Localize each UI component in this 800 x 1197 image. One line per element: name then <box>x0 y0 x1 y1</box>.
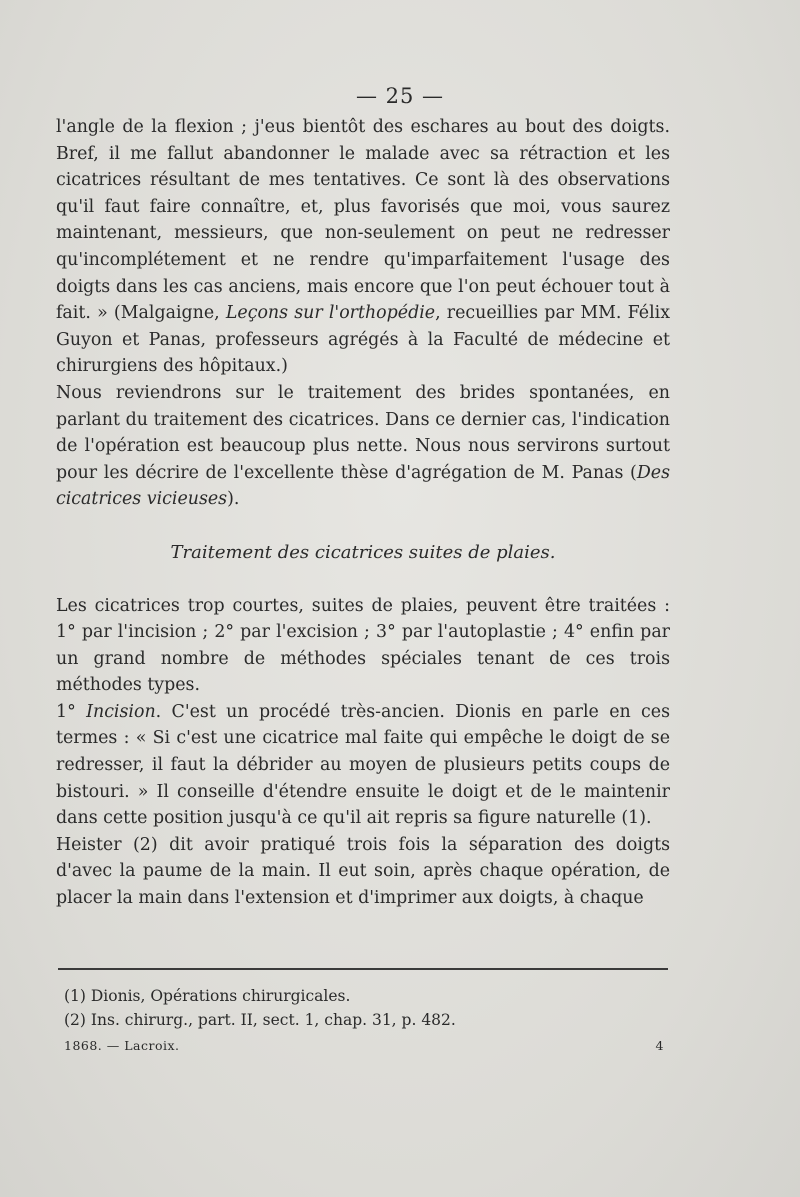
footnotes <box>64 984 664 1032</box>
body-text <box>56 114 670 912</box>
footnote-2: (2) Ins. chirurg., part. II, sect. 1, chap. 31, p. 482. <box>64 1011 456 1029</box>
paragraph-2-text-a: Nous reviendrons sur le traitement des brides spontanées, en parlant du traitement des cicatrices. Dans ce dernier cas, l'indication de l'opération est beaucoup plus nette. Nous nous servirons surtout pour les décrire de l'excellente thèse d'agrégation de M. Panas ( <box>56 382 670 483</box>
paragraph-4-term: Incision <box>86 701 156 722</box>
paragraph-4 <box>56 699 670 832</box>
paragraph-1-text-a: l'angle de la flexion ; j'eus bientôt des eschares au bout des doigts. Bref, il me fallut abandonner le malade avec sa rétraction et les cicatrices résultant de mes tentatives. Ce sont là des observations qu'il faut faire connaître, et, plus favorisés que moi, vous saurez maintenant, messieurs, que non-seulement on peut ne redresser qu'incomplétement et ne rendre qu'imparfaitement l'usage des doigts dans les cas anciens, mais encore que l'on peut échouer tout à fait. » (Malgaigne, <box>56 117 670 324</box>
paragraph-2 <box>56 380 670 513</box>
footnote-1: (1) Dionis, Opérations chirurgicales. <box>64 987 351 1005</box>
paragraph-3: Les cicatrices trop courtes, suites de plaies, peuvent être traitées : 1° par l'incision ; 2° par l'excision ; 3° par l'autoplastie ; 4° enfin par un grand nombre de méthodes spéciales tenant de ces trois méthodes types. <box>56 595 670 696</box>
paragraph-2-title: Des cicatrices vicieuses <box>56 462 670 510</box>
paragraph-1-title: Leçons sur l'orthopédie <box>225 303 436 324</box>
paragraph-1 <box>56 114 670 380</box>
section-heading: Traitement des cicatrices suites de plaies. <box>170 541 556 563</box>
page-number: — 25 — <box>355 84 445 108</box>
paragraph-4-text: . C'est un procédé très-ancien. Dionis en parle en ces termes : « Si c'est une cicatrice mal faite qui empêche le doigt de se redresser, il faut la débrider au moyen de plusieurs petits coups de bistouri. » Il conseille d'étendre ensuite le doigt et de le maintenir dans cette position jusqu'à ce qu'il ait repris sa figure naturelle (1). <box>56 701 670 829</box>
footnote-separator <box>58 968 668 970</box>
paragraph-1-text-b: , recueillies par MM. Félix Guyon et Panas, professeurs agrégés à la Faculté de médecine et chirurgiens des hôpitaux.) <box>56 303 670 377</box>
printer-signature <box>64 1038 664 1053</box>
signature-left: 1868. — Lacroix. <box>64 1038 180 1053</box>
paragraph-5: Heister (2) dit avoir pratiqué trois fois la séparation des doigts d'avec la paume de la main. Il eut soin, après chaque opération, de placer la main dans l'extension et d'imprimer aux doigts, à chaque <box>56 834 670 909</box>
paragraph-4-num: 1° <box>56 701 87 722</box>
paragraph-2-text-b: ). <box>227 489 240 510</box>
signature-number: 4 <box>655 1038 664 1053</box>
